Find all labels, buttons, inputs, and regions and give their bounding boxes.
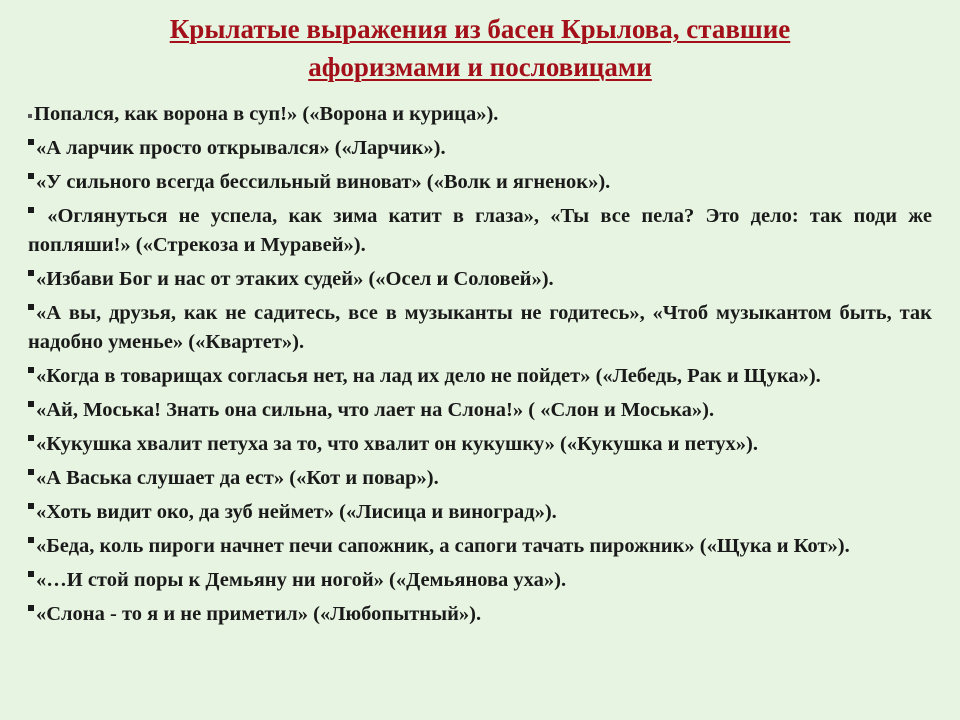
bullet-icon (28, 537, 34, 543)
bullet-icon (28, 605, 34, 611)
list-item-text: «Когда в товарищах согласья нет, на лад их дело не пойдет» («Лебедь, Рак и Щука»). (36, 365, 821, 387)
list-item (28, 168, 932, 197)
list-item (28, 362, 932, 391)
list-item (28, 464, 932, 493)
slide-title-line-1: Крылатые выражения из басен Крылова, ставшие (169, 14, 791, 44)
list-item-text: «Беда, коль пироги начнет печи сапожник, а сапоги тачать пирожник» («Щука и Кот»). (36, 535, 850, 557)
bullet-icon (28, 435, 34, 441)
bullet-icon (28, 114, 32, 118)
list-item-text: «А ларчик просто открывался» («Ларчик»). (36, 137, 446, 159)
list-item-text: Попался, как ворона в суп!» («Ворона и курица»). (34, 103, 499, 125)
list-item-text: «А Васька слушает да ест» («Кот и повар»). (36, 467, 439, 489)
bullet-icon (28, 139, 34, 145)
list-item (28, 430, 932, 459)
list-item (28, 265, 932, 294)
bullet-icon (28, 469, 34, 475)
list-item-text: «Избави Бог и нас от этаких судей» («Осел и Соловей»). (36, 268, 554, 290)
list-item-text: «Оглянуться не успела, как зима катит в глаза», «Ты все пела? Это дело: так поди же попляши!» («Стрекоза и Муравей»). (28, 205, 932, 256)
list-item (28, 498, 932, 527)
bullet-icon (28, 304, 34, 310)
list-item-text: «Кукушка хвалит петуха за то, что хвалит он кукушку» («Кукушка и петух»). (36, 433, 758, 455)
list-item-text: «Хоть видит око, да зуб неймет» («Лисица и виноград»). (36, 501, 557, 523)
list-item (28, 100, 932, 129)
bullet-icon (28, 173, 34, 179)
bullet-icon (28, 401, 34, 407)
list-item-text: «Слона - то я и не приметил» («Любопытный»). (36, 603, 482, 625)
list-item (28, 532, 932, 561)
slide-title-line-2: афоризмами и пословицами (308, 52, 652, 82)
list-item (28, 396, 932, 425)
list-item (28, 566, 932, 595)
list-item-text: «…И стой поры к Демьяну ни ногой» («Демьянова уха»). (36, 569, 567, 591)
bullet-icon (28, 367, 34, 373)
bullet-icon (28, 270, 34, 276)
list-item-text: «Ай, Моська! Знать она сильна, что лает на Слона!» ( «Слон и Моська»). (36, 399, 715, 421)
bullet-icon (28, 207, 34, 213)
list-item (28, 202, 932, 260)
list-item (28, 134, 932, 163)
bullet-icon (28, 503, 34, 509)
aphorism-list (28, 100, 932, 634)
list-item (28, 299, 932, 357)
list-item-text: «У сильного всегда бессильный виноват» («Волк и ягненок»). (36, 171, 611, 193)
list-item (28, 600, 932, 629)
list-item-text: «А вы, друзья, как не садитесь, все в музыканты не годитесь», «Чтоб музыкантом быть, так надобно уменье» («Квартет»). (28, 302, 932, 353)
bullet-icon (28, 571, 34, 577)
slide-title (40, 10, 920, 86)
